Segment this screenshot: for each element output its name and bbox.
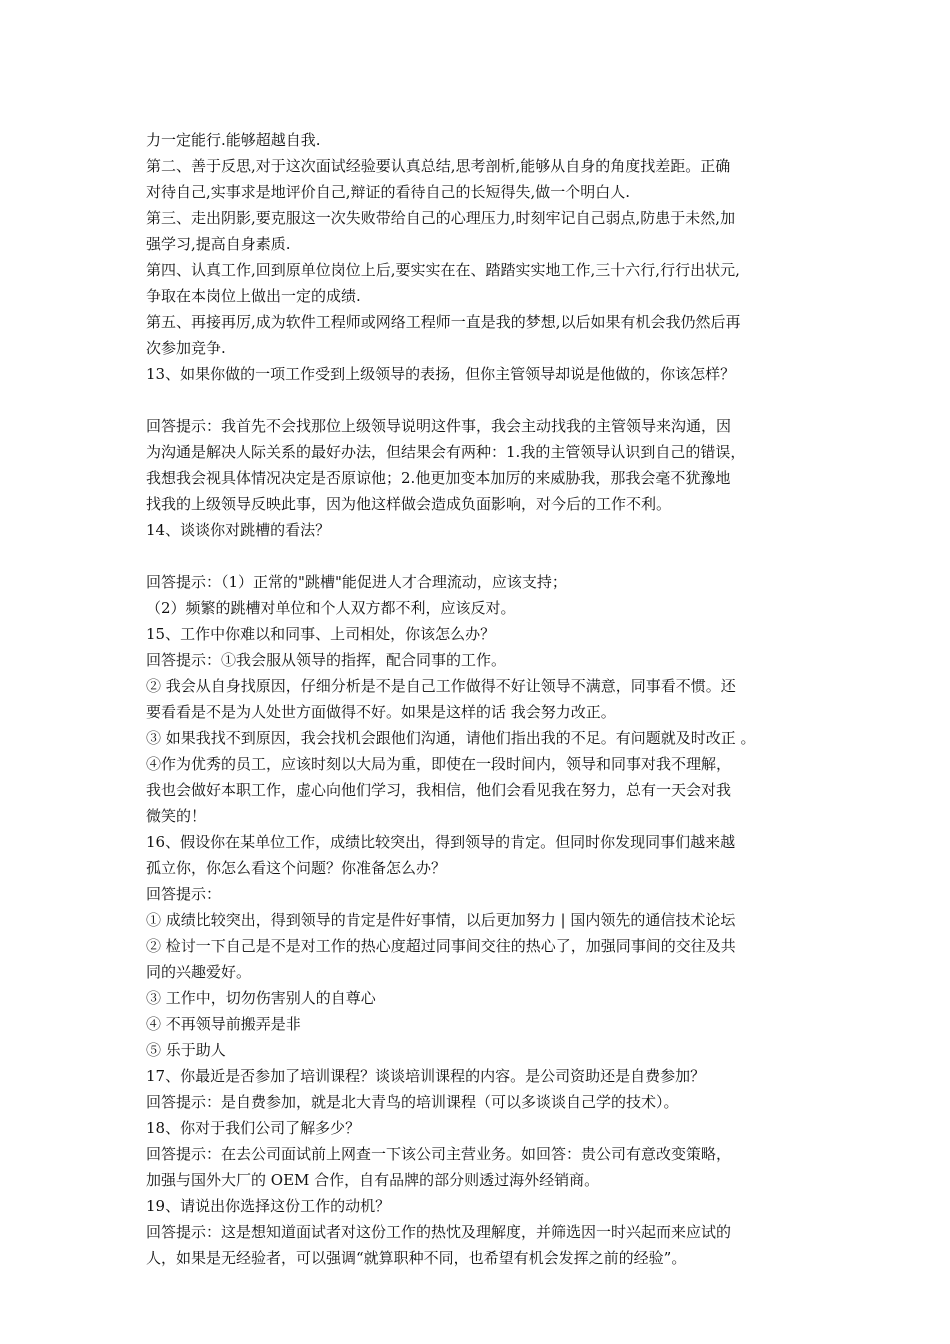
text-line: 18、你对于我们公司了解多少？ xyxy=(146,1119,361,1137)
blank-line xyxy=(146,387,818,413)
text-line: 加强与国外大厂的 OEM 合作，自有品牌的部分则透过海外经销商。 xyxy=(146,1171,600,1189)
text-line: 回答提示： xyxy=(146,885,222,903)
text-line: 我也会做好本职工作，虚心向他们学习，我相信，他们会看见我在努力，总有一天会对我 xyxy=(146,781,732,799)
text-line: 回答提示：①我会服从领导的指挥，配合同事的工作。 xyxy=(146,651,507,669)
text-line: 第二、善于反思,对于这次面试经验要认真总结,思考剖析,能够从自身的角度找差距。正确 xyxy=(146,157,731,175)
text-line: 第四、认真工作,回到原单位岗位上后,要实实在在、踏踏实实地工作,三十六行,行行出状元, xyxy=(146,261,740,279)
text-line: 回答提示：这是想知道面试者对这份工作的热忱及理解度，并筛选因一时兴起而来应试的 xyxy=(146,1223,732,1241)
text-line: ② 我会从自身找原因，仔细分析是不是自己工作做得不好让领导不满意，同事看不惯。还 xyxy=(146,677,736,695)
text-line: ① 成绩比较突出，得到领导的肯定是件好事情，以后更加努力 | 国内领先的通信技术论坛 xyxy=(146,911,736,929)
document-body xyxy=(146,127,818,1271)
text-line: 我想我会视具体情况决定是否原谅他；2.他更加变本加厉的来威胁我，那我会毫不犹豫地 xyxy=(146,469,731,487)
text-line: ③ 如果我找不到原因，我会找机会跟他们沟通，请他们指出我的不足。有问题就及时改正 。 xyxy=(146,729,756,747)
text-line: 15、工作中你难以和同事、上司相处，你该怎么办？ xyxy=(146,625,496,643)
text-line: 回答提示：是自费参加，就是北大青鸟的培训课程（可以多谈谈自己学的技术）。 xyxy=(146,1093,679,1111)
text-line: 孤立你，你怎么看这个问题？你准备怎么办？ xyxy=(146,859,447,877)
text-line: ② 检讨一下自己是不是对工作的热心度超过同事间交往的热心了，加强同事间的交往及共 xyxy=(146,937,736,955)
blank-line xyxy=(146,543,818,569)
text-line: 回答提示：我首先不会找那位上级领导说明这件事，我会主动找我的主管领导来沟通，因 xyxy=(146,417,732,435)
text-line: 争取在本岗位上做出一定的成绩. xyxy=(146,287,361,305)
text-line: 同的兴趣爱好。 xyxy=(146,963,252,981)
text-line: 第五、再接再厉,成为软件工程师或网络工程师一直是我的梦想,以后如果有机会我仍然后再 xyxy=(146,313,741,331)
text-line: （2）频繁的跳槽对单位和个人双方都不利，应该反对。 xyxy=(146,599,516,617)
text-line: 对待自己,实事求是地评价自己,辩证的看待自己的长短得失,做一个明白人. xyxy=(146,183,631,201)
text-line: 人，如果是无经验者，可以强调“就算职种不同，也希望有机会发挥之前的经验”。 xyxy=(146,1249,687,1267)
text-line: 力一定能行.能够超越自我. xyxy=(146,131,321,149)
text-line: 13、如果你做的一项工作受到上级领导的表扬，但你主管领导却说是他做的，你该怎样？ xyxy=(146,365,736,383)
text-line: 回答提示：（1）正常的"跳槽"能促进人才合理流动，应该支持； xyxy=(146,573,567,591)
text-line: 第三、走出阴影,要克服这一次失败带给自己的心理压力,时刻牢记自己弱点,防患于未然,加 xyxy=(146,209,736,227)
text-line: 强学习,提高自身素质. xyxy=(146,235,291,253)
text-line: 17、你最近是否参加了培训课程？谈谈培训课程的内容。是公司资助还是自费参加？ xyxy=(146,1067,706,1085)
text-line: ④ 不再领导前搬弄是非 xyxy=(146,1015,301,1033)
text-line: 16、假设你在某单位工作，成绩比较突出，得到领导的肯定。但同时你发现同事们越来越 xyxy=(146,833,736,851)
text-line: ⑤ 乐于助人 xyxy=(146,1041,226,1059)
text-line: 微笑的！ xyxy=(146,807,207,825)
text-line: 为沟通是解决人际关系的最好办法，但结果会有两种：1.我的主管领导认识到自己的错误， xyxy=(146,443,746,461)
text-line: ④作为优秀的员工，应该时刻以大局为重，即使在一段时间内，领导和同事对我不理解， xyxy=(146,755,732,773)
text-line: 14、谈谈你对跳槽的看法？ xyxy=(146,521,331,539)
text-line: ③ 工作中，切勿伤害别人的自尊心 xyxy=(146,989,376,1007)
text-line: 要看看是不是为人处世方面做得不好。如果是这样的话 我会努力改正。 xyxy=(146,703,616,721)
text-line: 找我的上级领导反映此事，因为他这样做会造成负面影响，对今后的工作不利。 xyxy=(146,495,672,513)
text-line: 次参加竞争. xyxy=(146,339,226,357)
text-line: 19、请说出你选择这份工作的动机？ xyxy=(146,1197,391,1215)
text-line: 回答提示：在去公司面试前上网查一下该公司主营业务。如回答：贵公司有意改变策略， xyxy=(146,1145,732,1163)
